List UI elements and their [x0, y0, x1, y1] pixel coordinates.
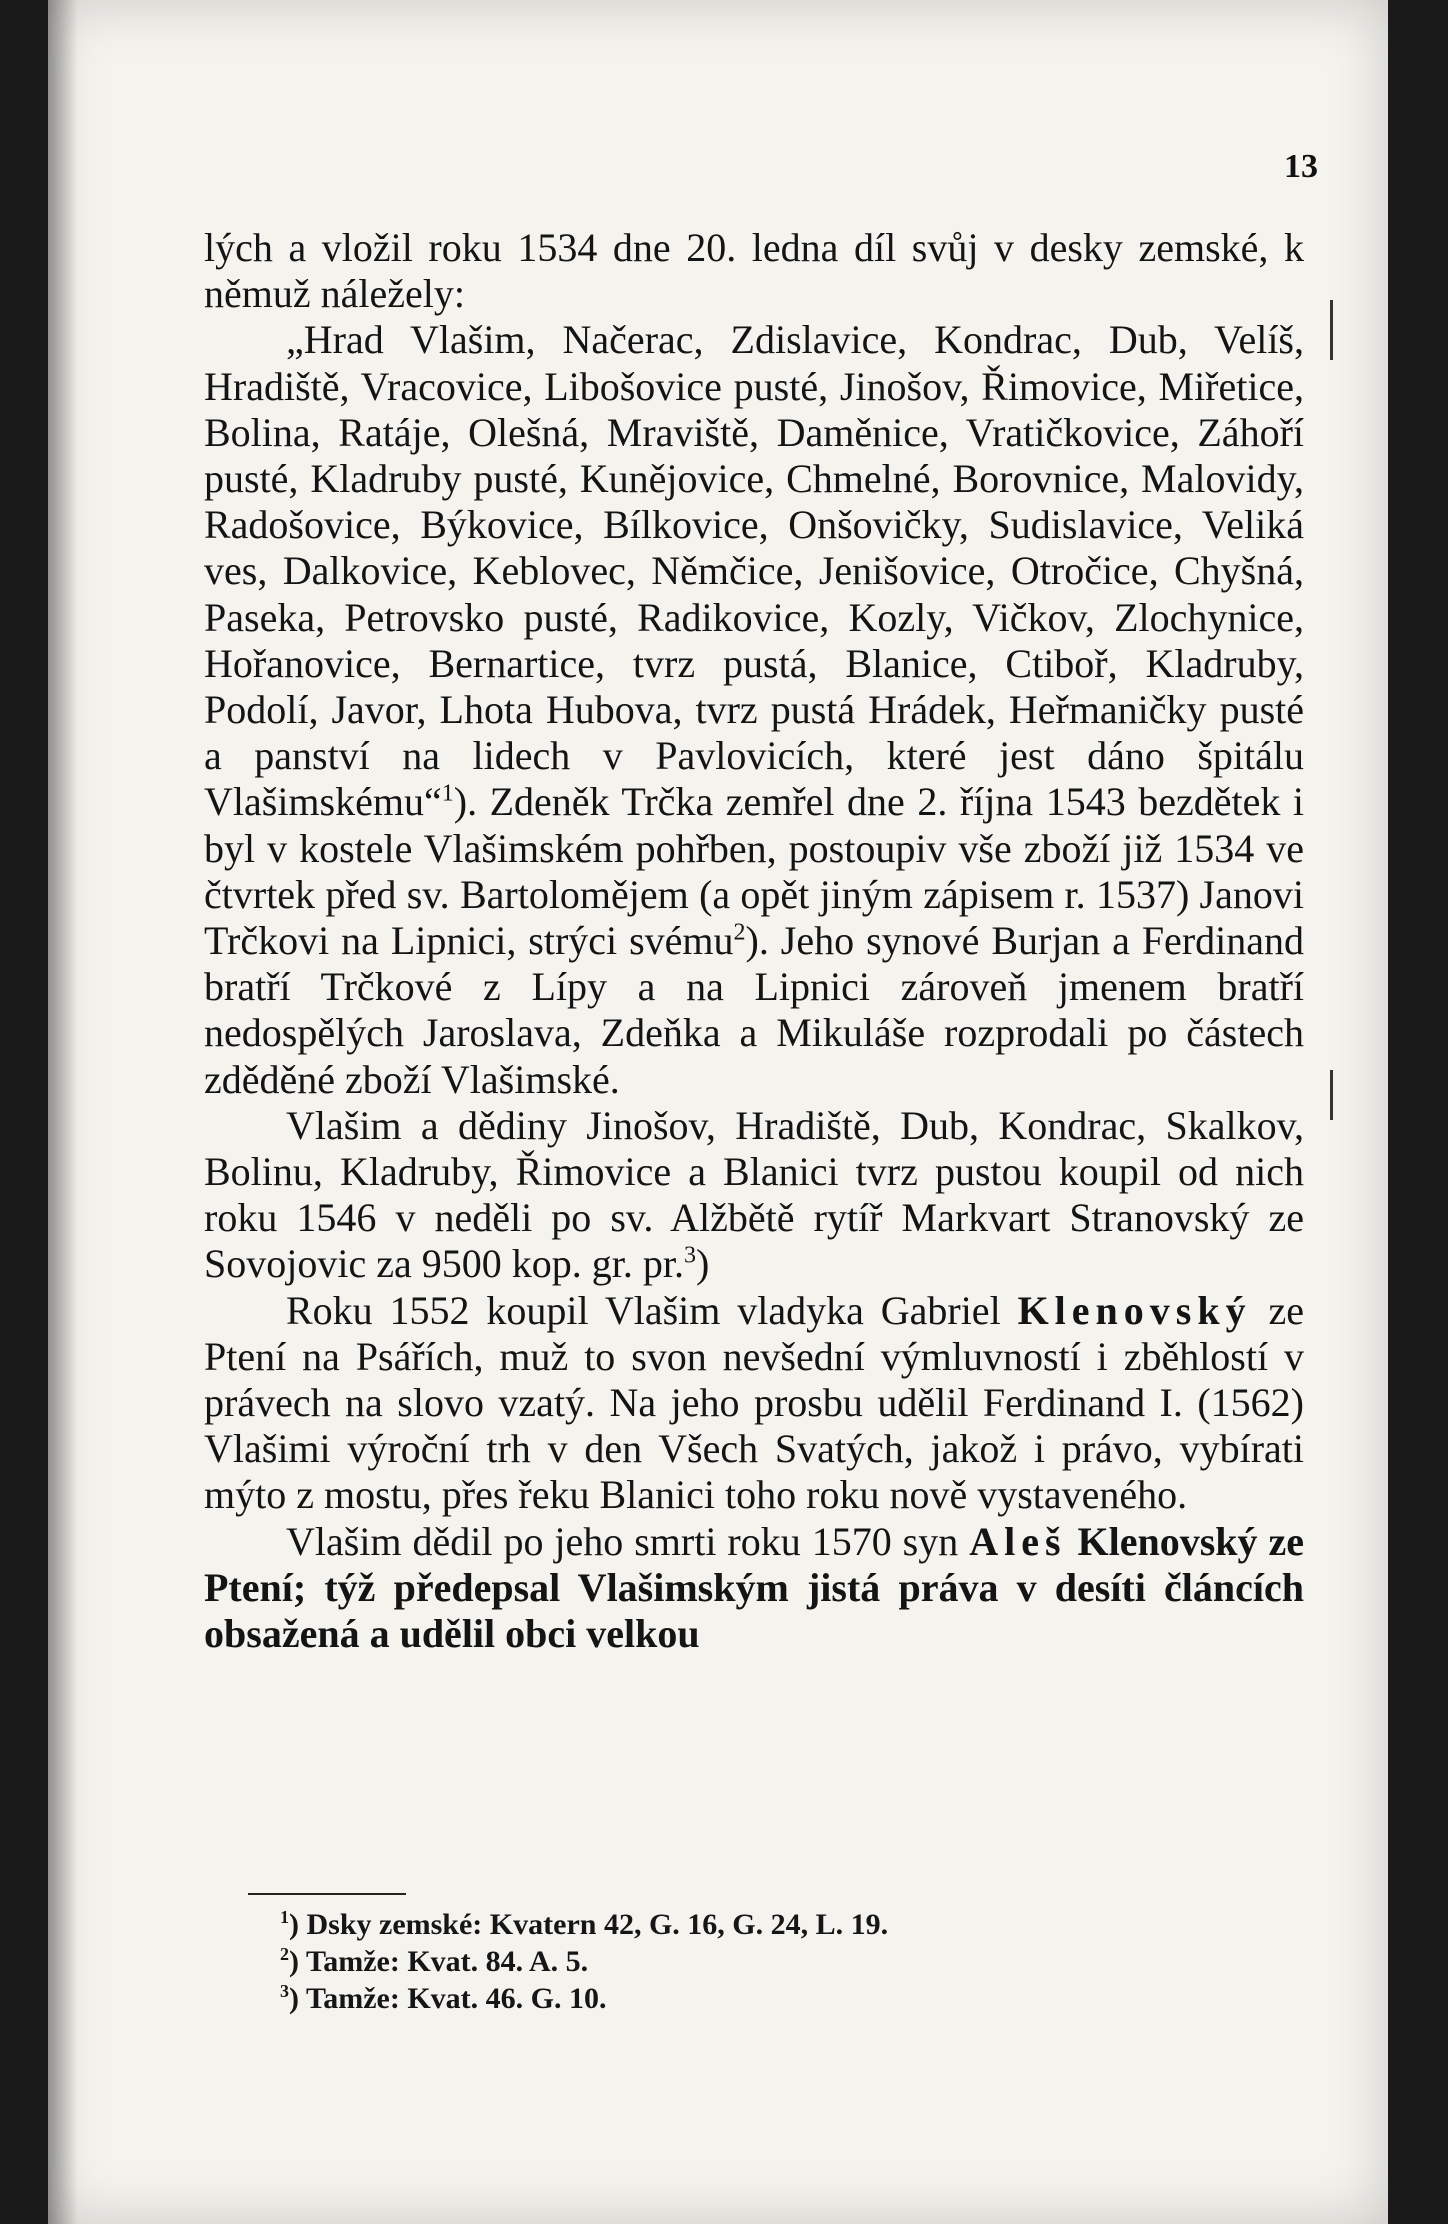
gutter-shadow	[48, 0, 78, 2224]
paragraph-text: . Jeho synové Burjan a Ferdinand bratří Trčkové z Lípy a na Lipnici zároveň jmenem bratří nedospělých Jaroslava, Zdeňka a Mikuláše rozprodali po částech zděděné zboží Vlašimské.	[204, 918, 1305, 1102]
footnote-ref: 3	[683, 1243, 696, 1270]
footnote	[280, 1980, 1180, 2017]
footnote-ref: 2	[733, 919, 746, 946]
margin-mark	[1330, 1070, 1333, 1120]
quoted-property-list: „Hrad Vlašim, Načerac, Zdislavice, Kondrac, Dub, Velíš, Hradiště, Vracovice, Libošovice pusté, Jinošov, Řimovice, Miřetice, Bolina, Ratáje, Olešná, Mraviště, Daměnice, Vratičkovice, Záhoří pusté, Kladruby pusté, Kunějovice, Chmelné, Borovnice, Malovidy, Radošovice, Býkovice, Bílkovice, Onšovičky, Sudislavice, Veliká ves, Dalkovice, Keblovec, Němčice, Jenišovice, Otročice, Chyšná, Paseka, Petrovsko pusté, Radikovice, Kozly, Vičkov, Zlochynice, Hořanovice, Bernartice, tvrz pustá, Blanice, Ctiboř, Kladruby, Podolí, Javor, Lhota Hubova, tvrz pustá Hrádek, Heřmaničky pusté a panství na lidech v Pavlovicích, které jest dáno špitálu Vlašimskému“	[204, 317, 1304, 825]
footnote	[280, 1906, 1180, 1943]
paragraph: „Hrad Vlašim, Načerac, Zdislavice, Kondrac, Dub, Velíš, Hradiště, Vracovice, Libošovice pusté, Jinošov, Řimovice, Miřetice, Bolina, Ratáje, Olešná, Mraviště, Daměnice, Vratičkovice, Záhoří pusté, Kladruby pusté, Kunějovice, Chmelné, Borovnice, Malovidy, Radošovice, Býkovice, Bílkovice, Onšovičky, Sudislavice, Veliká ves, Dalkovice, Keblovec, Němčice, Jenišovice, Otročice, Chyšná, Paseka, Petrovsko pusté, Radikovice, Kozly, Vičkov, Zlochynice, Hořanovice, Bernartice, tvrz pustá, Blanice, Ctiboř, Kladruby, Podolí, Javor, Lhota Hubova, tvrz pustá Hrádek, Heřmaničky pusté a panství na lidech v Pavlovicích, které jest dáno špitálu Vlašimskému“$^1$). Zdeněk Trčka zemřel dne 2. října 1543 bezdětek i byl v kostele Vlašimském pohřben, postoupiv vše zboží již 1534 ve čtvrtek před sv. Bartolomějem (a opět jiným zápisem r. 1537) Janovi Trčkovi na Lipnici, strýci svému$^2$). Jeho synové Burjan a Ferdinand bratří Trčkové z Lípy a na Lipnici zároveň jmenem bratří nedospělých Jaroslava, Zdeňka a Mikuláše rozprodali po částech zděděné zboží Vlašimské.	[204, 317, 1305, 1102]
footnote-mark: 2	[280, 1944, 289, 1964]
footnotes	[280, 1906, 1180, 2017]
paragraph	[204, 1103, 1304, 1288]
paragraph-text: ze Ptení na Psářích, muž to svon nevšední výmluvností i zběhlostí v právech na slovo vzatý. Na jeho prosbu udělil Ferdinand I. (1562) Vlašimi výroční trh v den Všech Svatých, jakož i právo, vybírati mýto z mostu, přes řeku Blanici toho roku nově vystaveného.	[204, 1287, 1304, 1518]
paragraph-text: Vlašim dědil po jeho smrti roku 1570 syn	[286, 1518, 970, 1564]
paragraph-text: Roku 1552 koupil Vlašim vladyka Gabriel	[286, 1287, 1018, 1333]
footnote-mark: 1	[280, 1907, 289, 1927]
paragraph	[204, 1519, 1304, 1658]
book-page	[48, 0, 1388, 2224]
main-text	[204, 225, 1304, 1657]
footnote-text: ) Dsky zemské: Kvatern 42, G. 16, G. 24, L. 19.	[289, 1908, 889, 1941]
page-number: 13	[1284, 148, 1318, 185]
footnote	[280, 1943, 1180, 1980]
footnote-text: ) Tamže: Kvat. 84. A. 5.	[289, 1945, 589, 1978]
paragraph	[204, 1288, 1304, 1519]
footnote-text: ) Tamže: Kvat. 46. G. 10.	[289, 1982, 607, 2015]
margin-mark	[1330, 300, 1333, 360]
footnote-ref: 1	[441, 781, 454, 808]
paragraph-text: Klenovský ze Ptení; týž předepsal Vlašimským jistá práva v desíti článcích obsažená a udělil obci velkou	[204, 1518, 1304, 1657]
paragraph-text: )	[695, 1241, 710, 1287]
person-name: Klenovský	[1017, 1287, 1252, 1333]
paragraph: lých a vložil roku 1534 dne 20. ledna díl svůj v desky zemské, k němuž náležely:	[204, 225, 1304, 317]
footnote-divider	[248, 1893, 406, 1895]
footnote-mark: 3	[280, 1981, 289, 2001]
person-name: Aleš	[969, 1518, 1067, 1564]
paragraph-text: Vlašim a dědiny Jinošov, Hradiště, Dub, Kondrac, Skalkov, Bolinu, Kladruby, Řimovice a Blanici tvrz pustou koupil od nich roku 1546 v neděli po sv. Alžbětě rytíř Markvart Stranovský ze Sovojovic za 9500 kop. gr. pr.	[204, 1102, 1304, 1287]
paragraph-text: . Zdeněk Trčka zemřel dne 2. října 1543 bezdětek i byl v kostele Vlašimském pohřben, postoupiv vše zboží již 1534 ve čtvrtek před sv. Bartolomějem (a opět jiným zápisem r. 1537) Janovi Trčkovi na Lipnici, strýci svému	[204, 779, 1304, 964]
